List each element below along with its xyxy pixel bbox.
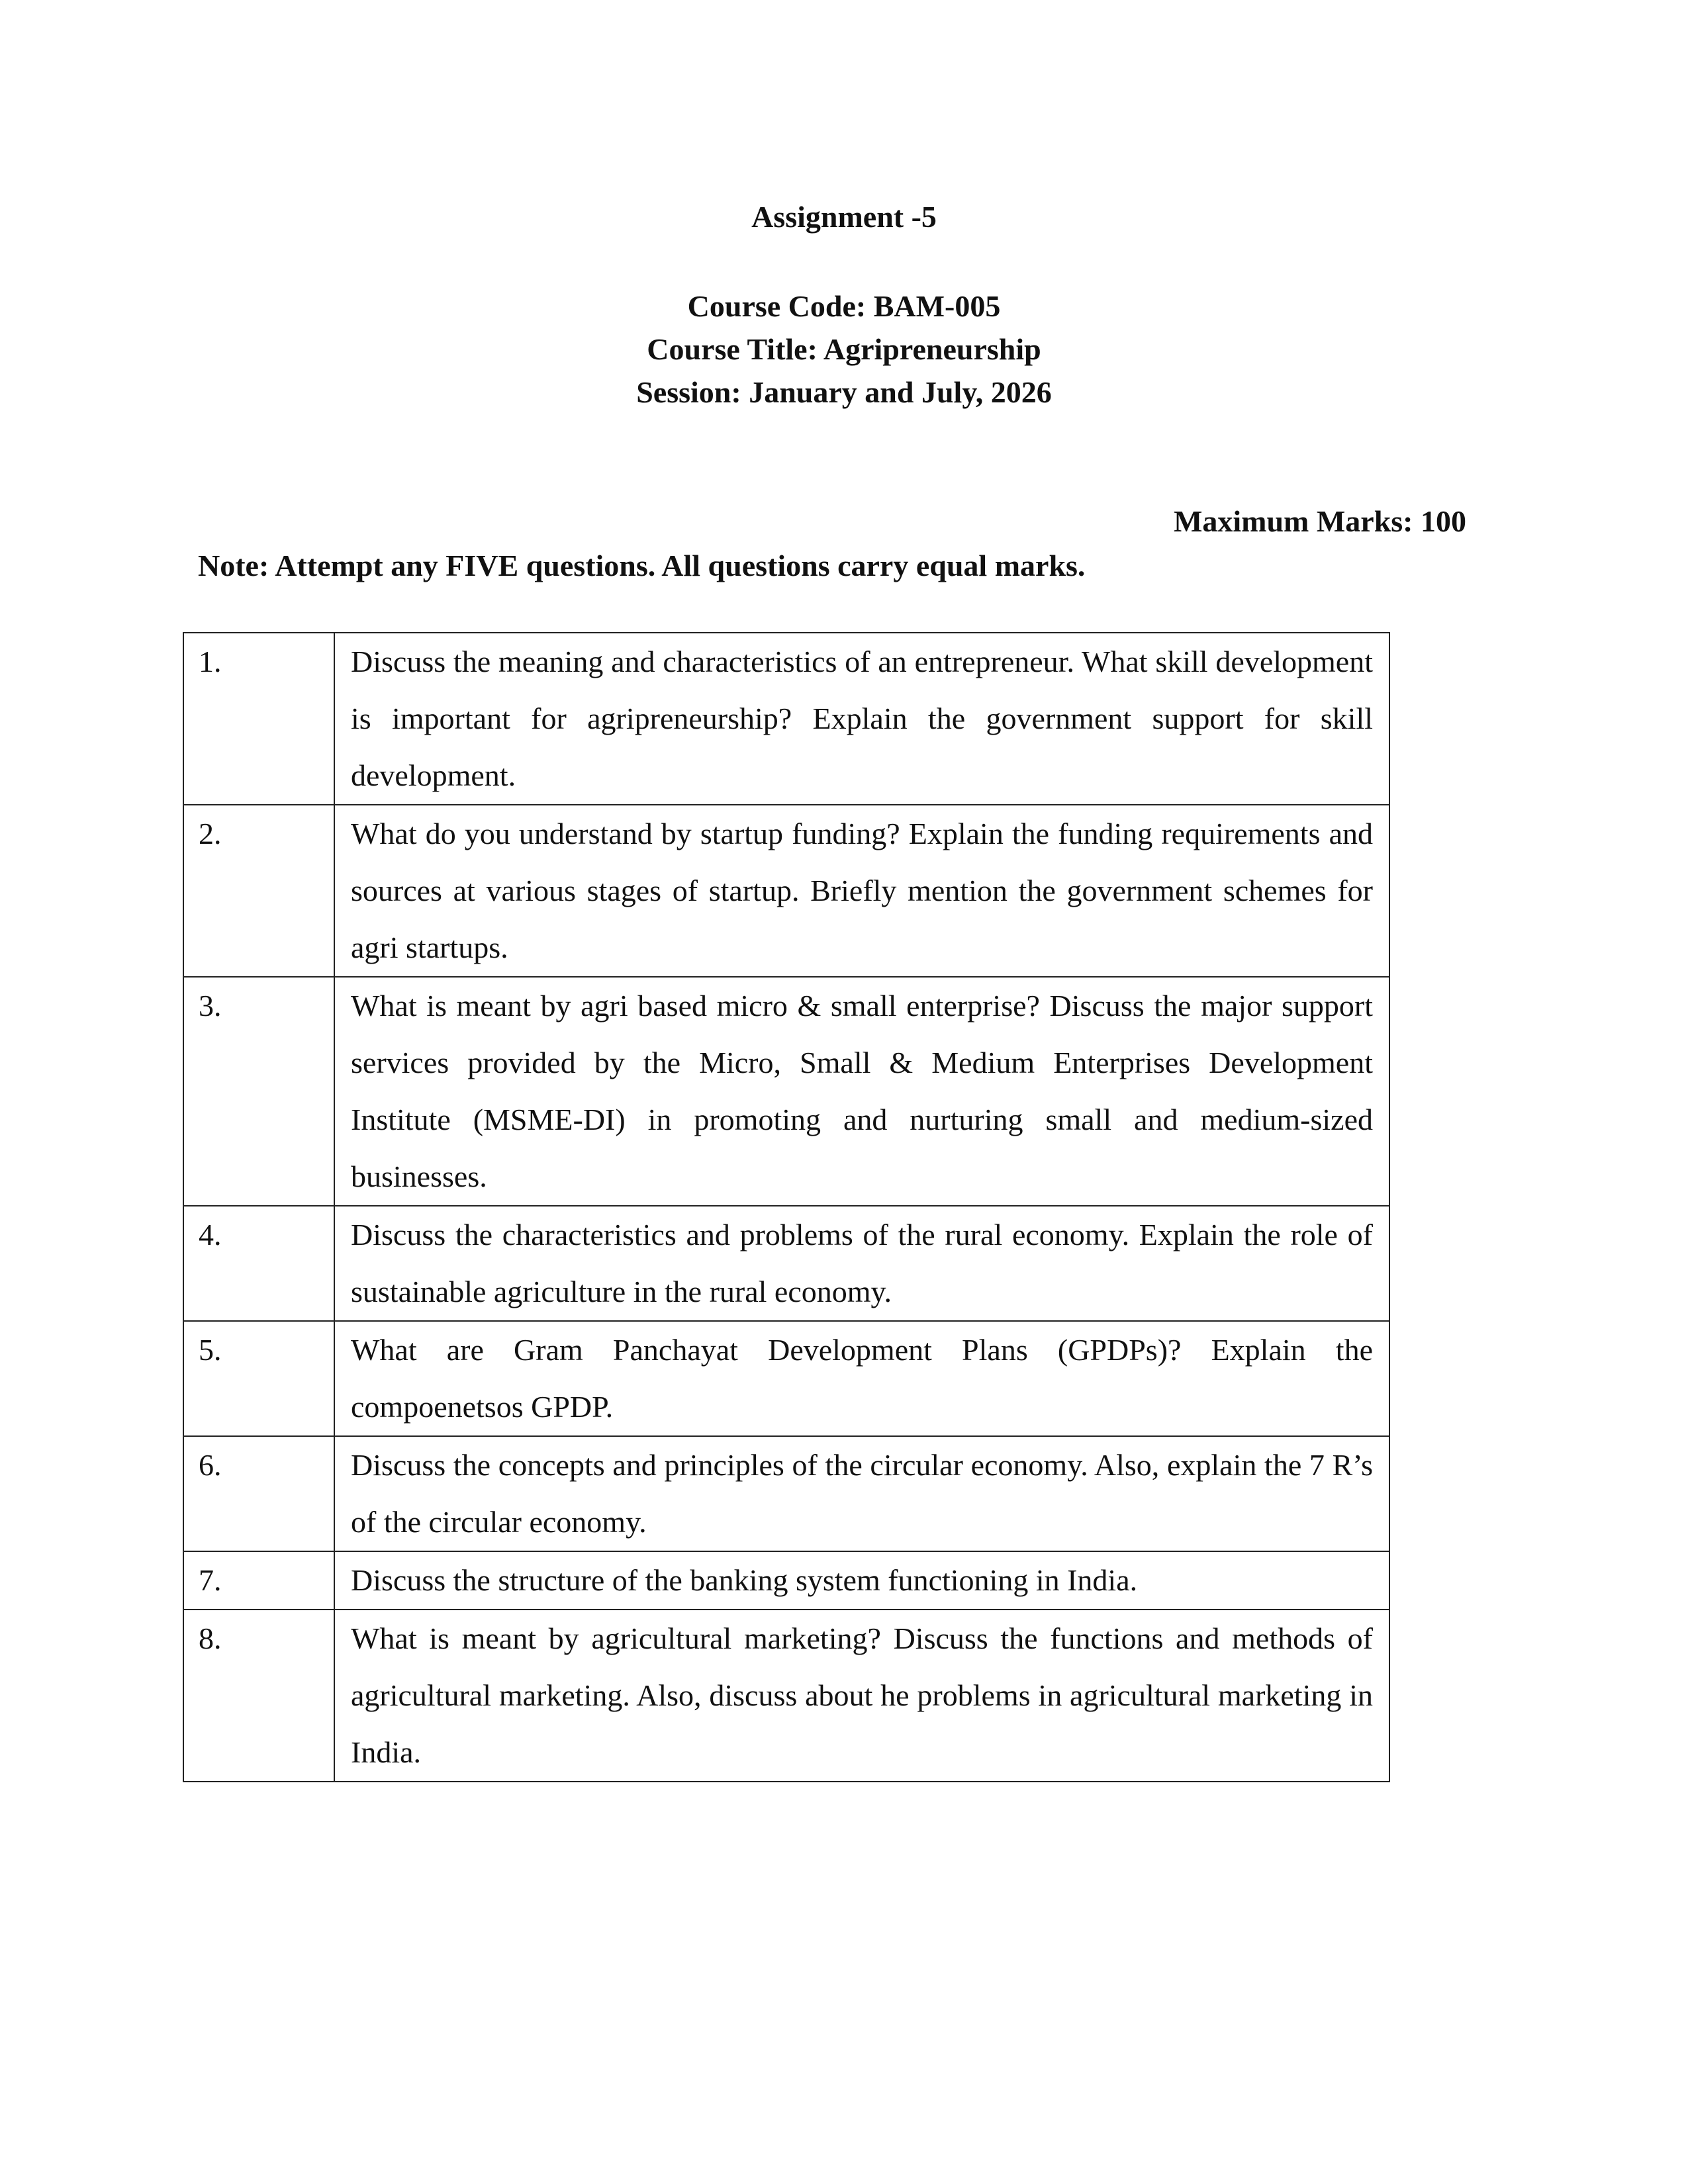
questions-table	[183, 632, 1390, 1782]
maximum-marks: Maximum Marks: 100	[1173, 504, 1466, 538]
table-row	[183, 633, 1389, 805]
table-row	[183, 1321, 1389, 1436]
session: Session: January and July, 2026	[636, 375, 1052, 409]
table-row	[183, 1551, 1389, 1610]
table-row	[183, 977, 1389, 1206]
question-number: 3.	[183, 977, 334, 1206]
course-title: Course Title: Agripreneurship	[647, 332, 1041, 366]
question-text: Discuss the structure of the banking system functioning in India.	[334, 1551, 1389, 1610]
question-number: 4.	[183, 1206, 334, 1321]
question-text: Discuss the concepts and principles of the circular economy. Also, explain the 7 R’s of the circular economy.	[334, 1436, 1389, 1551]
assignment-title: Assignment -5	[751, 200, 937, 234]
instructions-note: Note: Attempt any FIVE questions. All questions carry equal marks.	[198, 549, 1086, 582]
table-row	[183, 805, 1389, 977]
question-number: 7.	[183, 1551, 334, 1610]
table-row	[183, 1206, 1389, 1321]
question-text: What do you understand by startup funding? Explain the funding requirements and sources at various stages of startup. Briefly mention the government schemes for agri startups.	[334, 805, 1389, 977]
question-number: 8.	[183, 1610, 334, 1782]
question-text: Discuss the characteristics and problems of the rural economy. Explain the role of sustainable agriculture in the rural economy.	[334, 1206, 1389, 1321]
table-row	[183, 1436, 1389, 1551]
question-text: What is meant by agricultural marketing? Discuss the functions and methods of agricultural marketing. Also, discuss about he problems in agricultural marketing in India.	[334, 1610, 1389, 1782]
question-text: What is meant by agri based micro & small enterprise? Discuss the major support services provided by the Micro, Small & Medium Enterprises Development Institute (MSME-DI) in promoting and nurturing small and medium-sized businesses.	[334, 977, 1389, 1206]
question-number: 1.	[183, 633, 334, 805]
course-code: Course Code: BAM-005	[687, 289, 1001, 323]
question-number: 6.	[183, 1436, 334, 1551]
question-number: 2.	[183, 805, 334, 977]
question-number: 5.	[183, 1321, 334, 1436]
table-row	[183, 1610, 1389, 1782]
question-text: What are Gram Panchayat Development Plans (GPDPs)? Explain the compoenetsos GPDP.	[334, 1321, 1389, 1436]
question-text: Discuss the meaning and characteristics of an entrepreneur. What skill development is important for agripreneurship? Explain the government support for skill development.	[334, 633, 1389, 805]
